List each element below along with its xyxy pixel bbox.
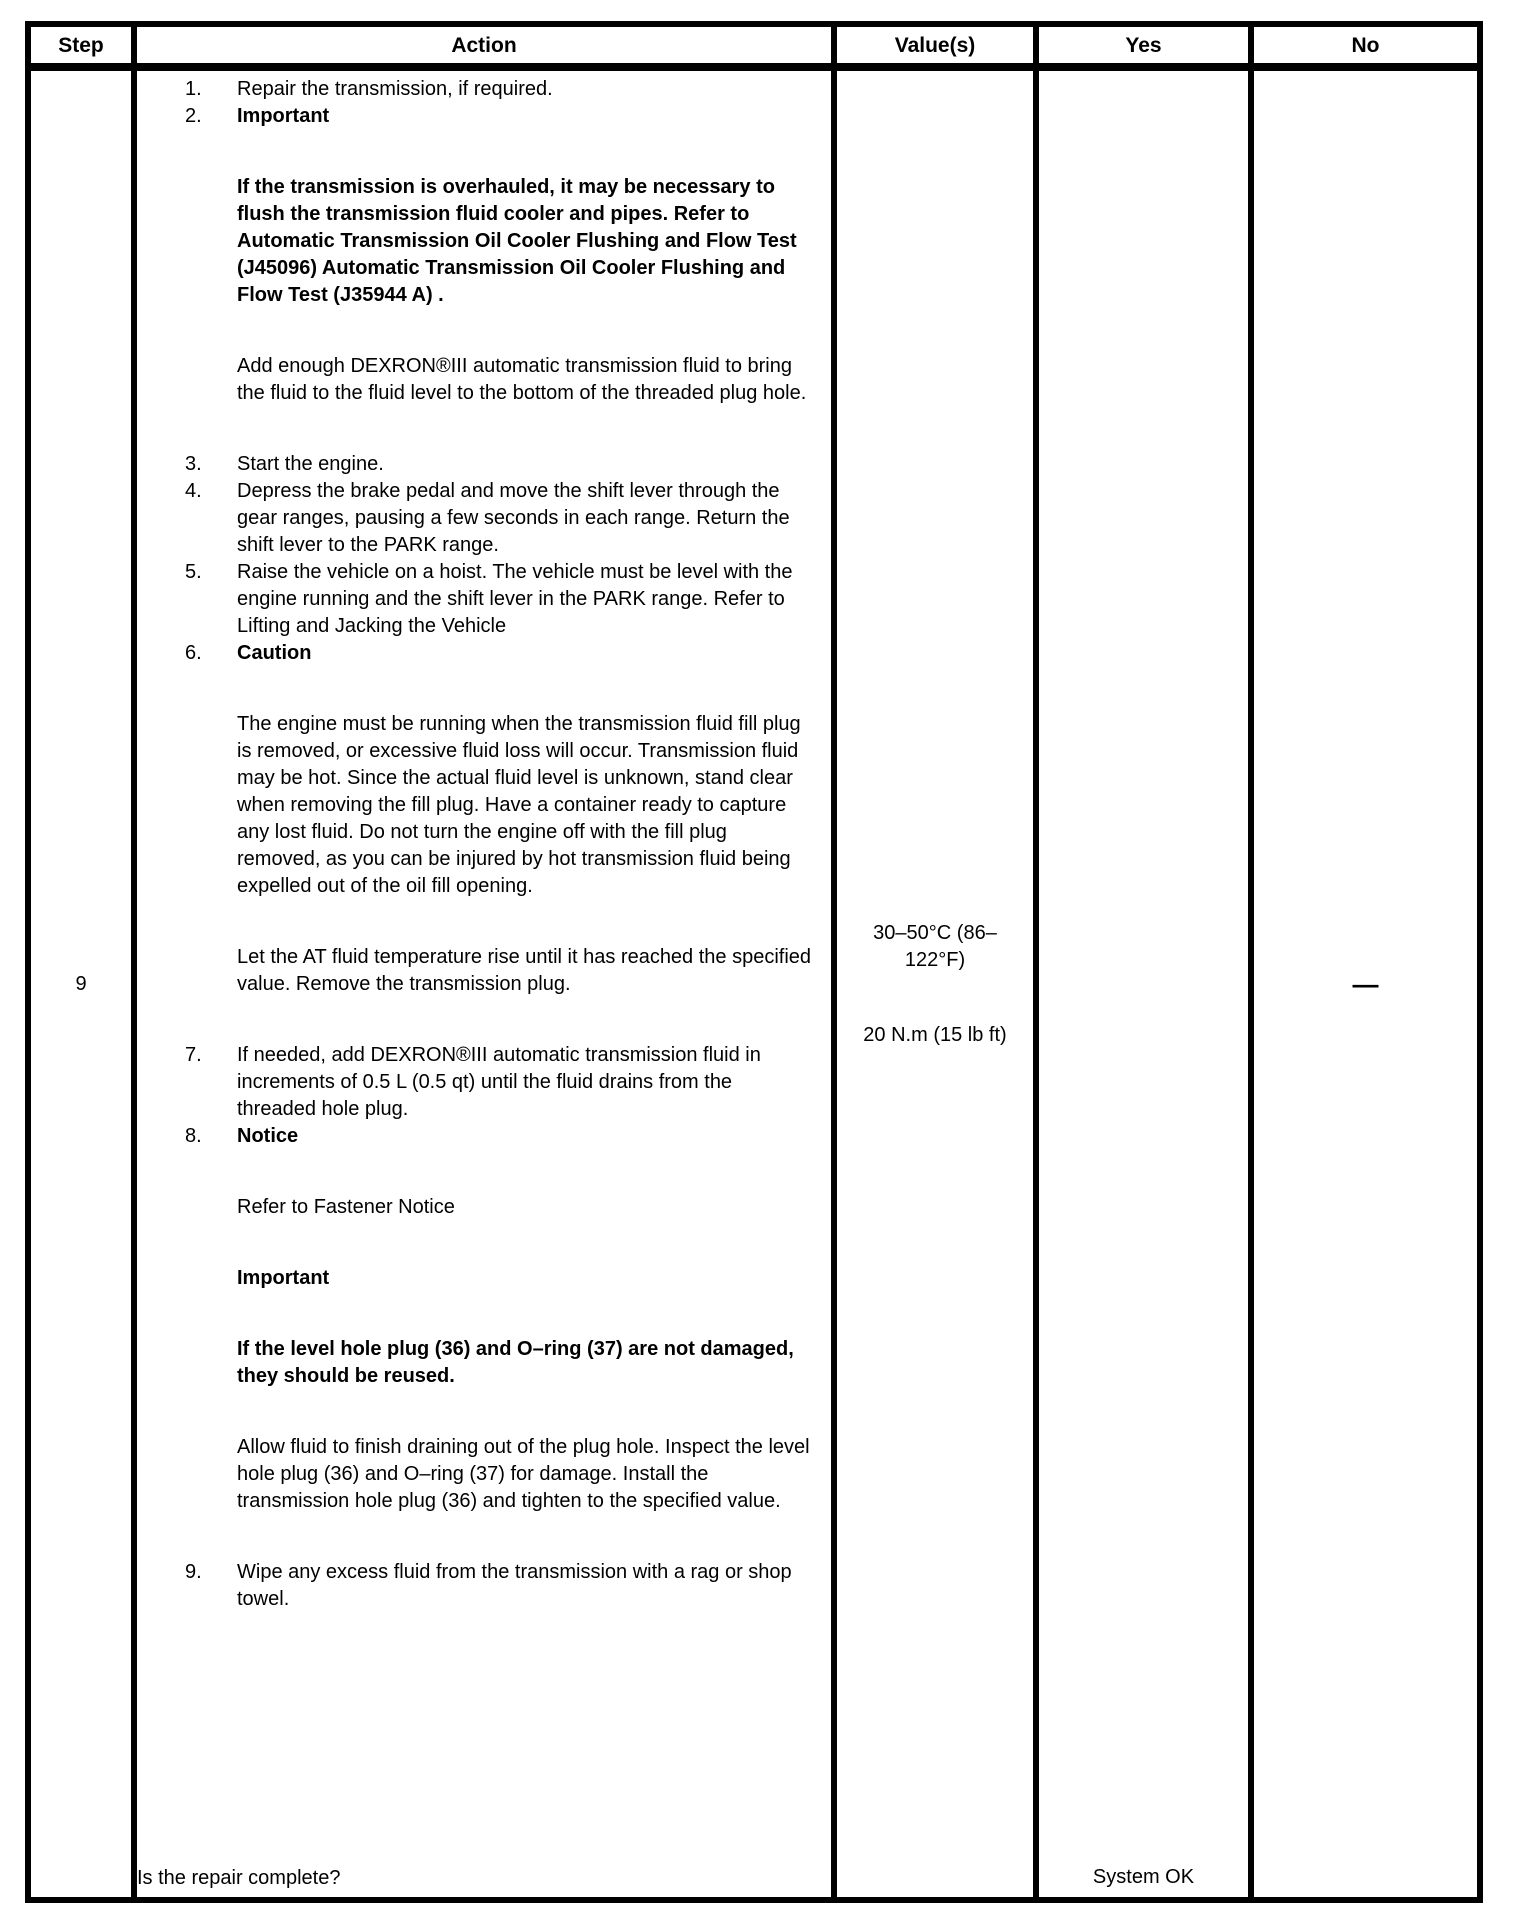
action-item-number: 6.	[185, 642, 202, 664]
repair-complete-question: Is the repair complete?	[137, 1867, 341, 1889]
action-item-number: 8.	[185, 1125, 202, 1147]
action-paragraph: Let the AT fluid temperature rise until it has reached the specified value. Remove the transmission plug.	[237, 946, 812, 995]
action-item	[137, 103, 815, 407]
action-paragraph: Wipe any excess fluid from the transmission with a rag or shop towel.	[237, 1561, 792, 1610]
table-body-row	[31, 71, 1477, 1897]
action-paragraph: Raise the vehicle on a hoist. The vehicle must be level with the engine running and the shift lever in the PARK range. Refer to Lifting and Jacking the Vehicle	[237, 561, 793, 637]
no-cell	[1254, 71, 1477, 1897]
action-item-number: 5.	[185, 561, 202, 583]
action-item	[137, 1123, 815, 1515]
column-header-step: Step	[31, 27, 137, 63]
action-paragraph: If the level hole plug (36) and O–ring (37) are not damaged, they should be reused.	[237, 1338, 794, 1387]
value-temperature-range: 30–50°C (86–122°F)	[873, 921, 997, 971]
action-paragraph: If needed, add DEXRON®III automatic transmission fluid in increments of 0.5 L (0.5 qt) until the fluid drains from the threaded hole plug.	[237, 1044, 761, 1120]
action-item-text	[237, 640, 815, 998]
action-paragraph: Start the engine.	[237, 453, 384, 475]
diagnostic-table	[25, 21, 1483, 1903]
column-header-values: Value(s)	[837, 27, 1039, 63]
action-paragraph: Important	[237, 105, 330, 127]
action-item-text	[237, 76, 815, 103]
action-item	[137, 1559, 815, 1613]
action-paragraph: Depress the brake pedal and move the shift lever through the gear ranges, pausing a few seconds in each range. Return the shift lever to the PARK range.	[237, 480, 790, 556]
yes-cell	[1039, 71, 1254, 1897]
action-item	[137, 640, 815, 998]
step-cell	[31, 71, 137, 1897]
column-header-action: Action	[137, 27, 837, 63]
action-paragraph: Notice	[237, 1125, 299, 1147]
action-item-text	[237, 559, 815, 640]
action-paragraph: Allow fluid to finish draining out of the plug hole. Inspect the level hole plug (36) and O–ring (37) for damage. Install the transmission hole plug (36) and tighten to the specified value.	[237, 1436, 810, 1512]
action-item-number: 9.	[185, 1561, 202, 1583]
values-cell	[837, 71, 1039, 1897]
action-item-number: 7.	[185, 1044, 202, 1066]
action-item-number: 1.	[185, 78, 202, 100]
no-result-dash: —	[1352, 969, 1379, 999]
action-item-text	[237, 103, 815, 407]
action-item-number: 3.	[185, 453, 202, 475]
action-paragraph: Refer to Fastener Notice	[237, 1196, 455, 1218]
action-paragraph: If the transmission is overhauled, it may be necessary to flush the transmission fluid cooler and pipes. Refer to Automatic Transmission Oil Cooler Flushing and Flow Test (J45096) Automatic Transmission Oil Cooler Flushing and Flow Test (J35944 A) .	[237, 176, 797, 306]
action-paragraph: Important	[237, 1267, 330, 1289]
column-header-yes: Yes	[1039, 27, 1254, 63]
action-item	[137, 559, 815, 640]
action-item-text	[237, 1042, 815, 1123]
action-paragraph: Caution	[237, 642, 312, 664]
action-item-number: 2.	[185, 105, 202, 127]
yes-result: System OK	[1092, 1866, 1195, 1888]
action-cell	[137, 71, 837, 1897]
table-header-row	[31, 27, 1477, 71]
action-paragraph: Repair the transmission, if required.	[237, 78, 553, 100]
action-item	[137, 76, 815, 103]
action-paragraph: The engine must be running when the transmission fluid fill plug is removed, or excessive fluid loss will occur. Transmission fluid may be hot. Since the actual fluid level is unknown, stand clear when removing the fill plug. Have a container ready to capture any lost fluid. Do not turn the engine off with the fill plug removed, as you can be injured by hot transmission fluid being expelled out of the oil fill opening.	[237, 713, 801, 897]
action-item	[137, 1042, 815, 1123]
action-item-text	[237, 1559, 815, 1613]
action-item-text	[237, 451, 815, 478]
column-header-no: No	[1351, 33, 1380, 57]
action-item	[137, 478, 815, 559]
action-item	[137, 451, 815, 478]
action-item-text	[237, 478, 815, 559]
action-paragraph: Add enough DEXRON®III automatic transmission fluid to bring the fluid to the fluid level to the bottom of the threaded plug hole.	[237, 355, 807, 404]
action-item-number: 4.	[185, 480, 202, 502]
step-number: 9	[75, 972, 87, 995]
value-torque-spec: 20 N.m (15 lb ft)	[863, 1023, 1007, 1046]
action-item-text	[237, 1123, 815, 1515]
